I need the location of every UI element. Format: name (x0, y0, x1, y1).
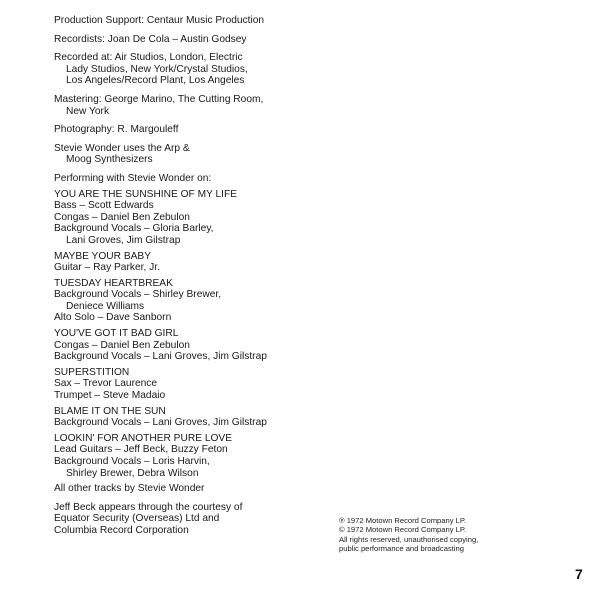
recorded-at-line: Recorded at: Air Studios, London, Electric (54, 52, 243, 64)
other-tracks (54, 483, 334, 495)
recorded-at-line: Los Angeles/Record Plant, Los Angeles (66, 75, 245, 87)
song-credit: Congas – Daniel Ben Zebulon (54, 211, 190, 223)
song-credit: Alto Solo – Dave Sanborn (54, 312, 172, 324)
rights-line: All rights reserved, unauthorised copying, (339, 534, 479, 544)
recorded-at (54, 52, 334, 87)
credits-column (54, 15, 334, 544)
song-title: MAYBE YOUR BABY (54, 250, 151, 262)
copyright-line: © 1972 Motown Record Company LP. (339, 525, 467, 535)
song-block (54, 433, 334, 479)
song-block (54, 251, 334, 274)
page-number: 7 (575, 566, 583, 582)
song-credit: Sax – Trevor Laurence (54, 378, 158, 390)
song-credit: Deniece Williams (66, 300, 145, 312)
recordists (54, 34, 334, 46)
song-title: SUPERSTITION (54, 366, 130, 378)
courtesy-line: Equator Security (Overseas) Ltd and (54, 513, 220, 525)
song-block (54, 189, 334, 247)
synth-line: Stevie Wonder uses the Arp & (54, 142, 190, 154)
synthesizers (54, 143, 334, 166)
photography-line: Photography: R. Margouleff (54, 124, 179, 136)
song-title: YOU ARE THE SUNSHINE OF MY LIFE (54, 188, 238, 200)
performing-intro (54, 173, 334, 185)
courtesy-note (54, 502, 334, 537)
performing-intro-line: Performing with Stevie Wonder on: (54, 172, 212, 184)
courtesy-line: Columbia Record Corporation (54, 524, 189, 536)
production-support-line: Production Support: Centaur Music Production (54, 15, 265, 26)
song-block (54, 406, 334, 429)
song-block (54, 328, 334, 363)
synth-line: Moog Synthesizers (66, 154, 153, 166)
production-support (54, 15, 334, 27)
song-credit: Congas – Daniel Ben Zebulon (54, 339, 190, 351)
copyright-notice (339, 516, 478, 554)
song-title: YOU'VE GOT IT BAD GIRL (54, 328, 179, 340)
mastering-line: Mastering: George Marino, The Cutting Room, (54, 93, 264, 105)
song-credit: Background Vocals – Gloria Barley, (54, 223, 214, 235)
courtesy-line: Jeff Beck appears through the courtesy of (54, 501, 243, 513)
song-credit: Bass – Scott Edwards (54, 200, 154, 212)
mastering-line: New York (66, 105, 110, 117)
recorded-at-line: Lady Studios, New York/Crystal Studios, (66, 63, 248, 75)
song-credit: Background Vocals – Lani Groves, Jim Gilstrap (54, 417, 267, 429)
mastering (54, 94, 334, 117)
other-tracks-line: All other tracks by Stevie Wonder (54, 483, 205, 495)
song-credit: Background Vocals – Loris Harvin, (54, 456, 210, 467)
phonogram-line: ℗ 1972 Motown Record Company LP. (339, 516, 467, 525)
song-title: LOOKIN' FOR ANOTHER PURE LOVE (54, 432, 232, 444)
song-title: TUESDAY HEARTBREAK (54, 277, 173, 289)
song-credit: Background Vocals – Shirley Brewer, (54, 289, 222, 301)
song-credit: Lani Groves, Jim Gilstrap (66, 234, 181, 246)
song-block (54, 367, 334, 402)
song-credit: Trumpet – Steve Madaio (54, 390, 166, 402)
song-block (54, 278, 334, 324)
recordists-line: Recordists: Joan De Cola – Austin Godsey (54, 33, 247, 45)
song-credit: Guitar – Ray Parker, Jr. (54, 262, 160, 274)
song-credit: Shirley Brewer, Debra Wilson (66, 467, 199, 479)
song-credit: Lead Guitars – Jeff Beck, Buzzy Feton (54, 444, 228, 456)
song-credit: Background Vocals – Lani Groves, Jim Gilstrap (54, 351, 267, 363)
rights-line: public performance and broadcasting (339, 544, 464, 554)
photography (54, 124, 334, 136)
song-title: BLAME IT ON THE SUN (54, 405, 166, 417)
